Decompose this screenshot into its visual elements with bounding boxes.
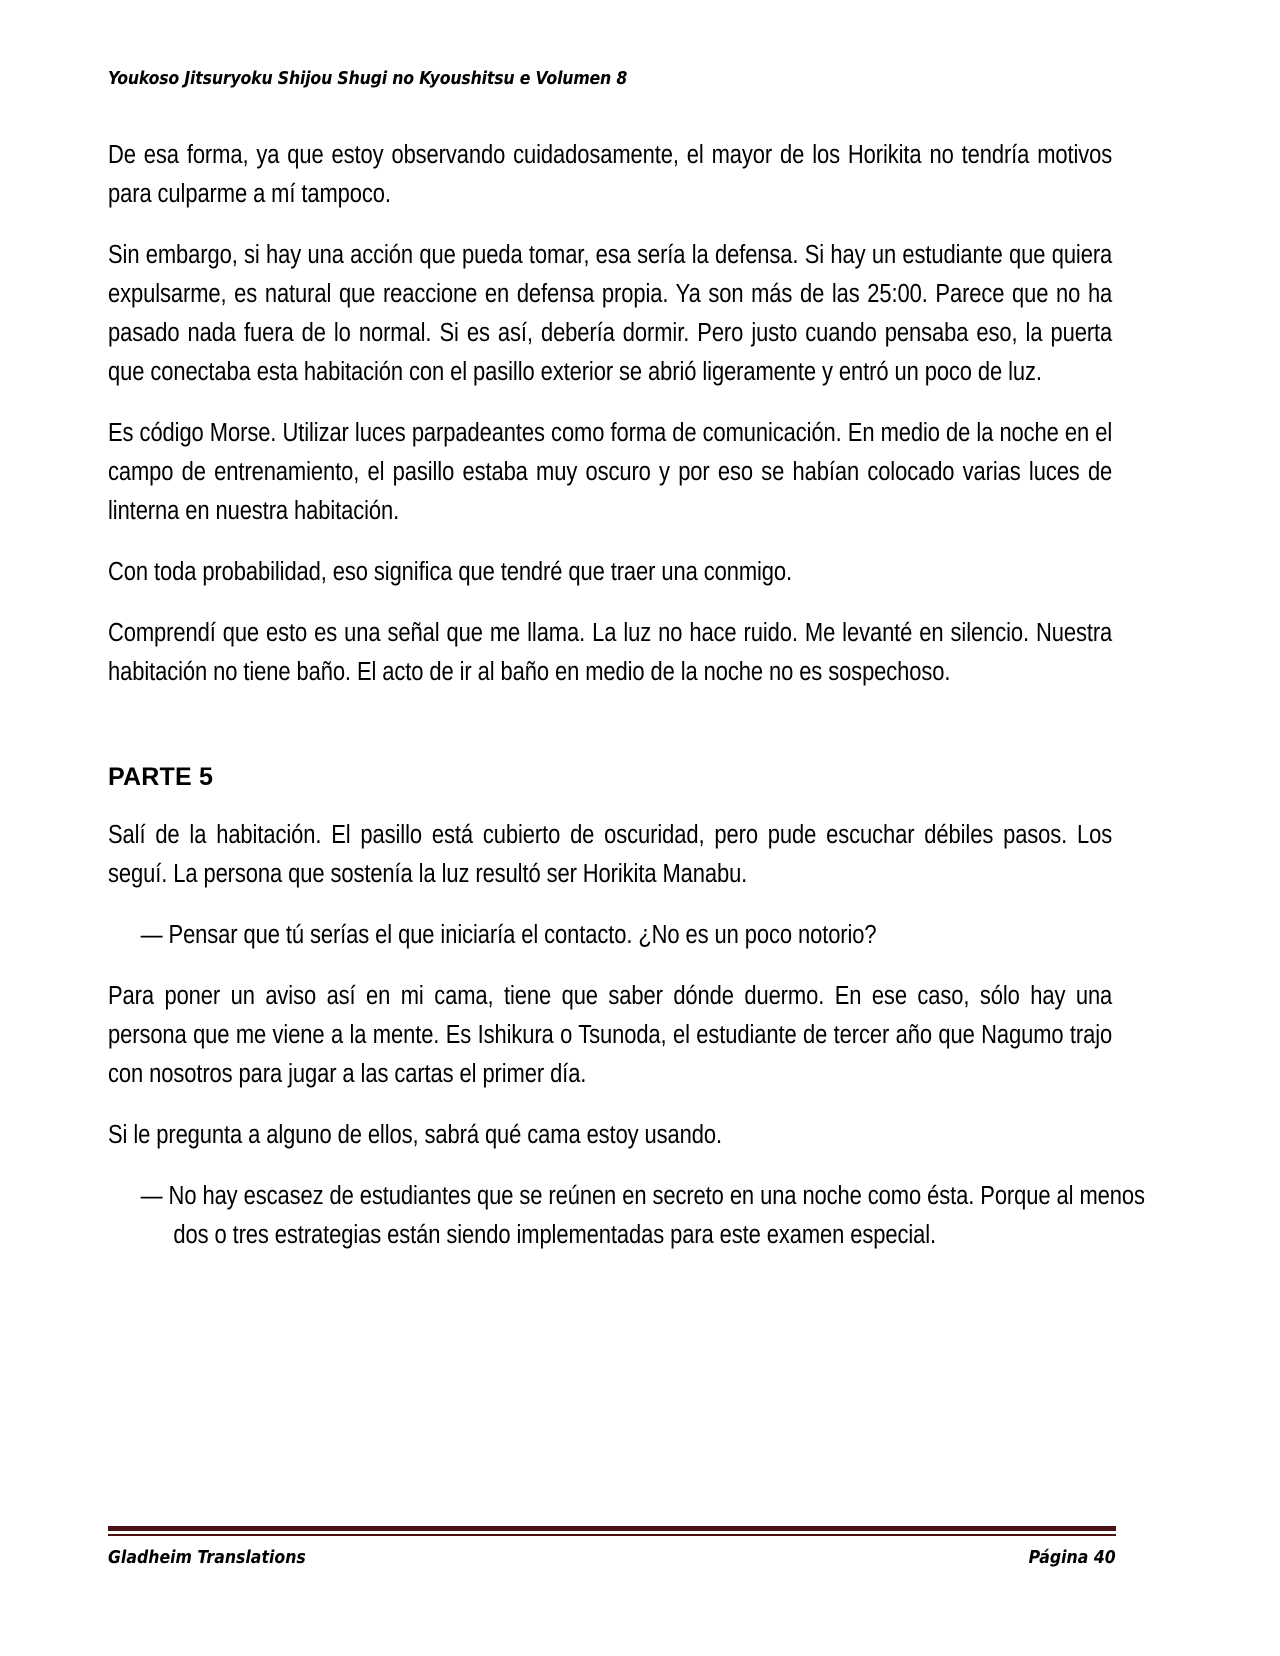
footer-divider	[108, 1526, 1116, 1537]
section-spacer	[108, 714, 1112, 760]
body-paragraph: Salí de la habitación. El pasillo está cubierto de oscuridad, pero pude escuchar débiles pasos. Los seguí. La persona que sostenía la luz resultó ser Horikita Manabu.	[108, 821, 1113, 888]
body-paragraph: Comprendí que esto es una señal que me llama. La luz no hace ruido. Me levanté en silencio. Nuestra habitación no tiene baño. El acto de ir al baño en medio de la noche no es sospechoso.	[108, 619, 1113, 686]
page-content	[108, 136, 1145, 1255]
dialogue-line	[108, 916, 1145, 955]
body-paragraph: Para poner un aviso así en mi cama, tiene que saber dónde duermo. En ese caso, sólo hay una persona que me viene a la mente. Es Ishikura o Tsunoda, el estudiante de tercer año que Nagumo trajo con nosotros para jugar a las cartas el primer día.	[108, 982, 1113, 1088]
section-heading: PARTE 5	[108, 763, 214, 791]
footer-page-number: Página 40	[1028, 1548, 1116, 1568]
running-header	[108, 68, 1116, 96]
body-paragraph: Es código Morse. Utilizar luces parpadeantes como forma de comunicación. En medio de la noche en el campo de entrenamiento, el pasillo estaba muy oscuro y por eso se habían colocado varias luces de linterna en nuestra habitación.	[108, 419, 1113, 525]
body-paragraph: Si le pregunta a alguno de ellos, sabrá qué cama estoy usando.	[108, 1121, 722, 1149]
footer-translator-credit: Gladheim Translations	[108, 1548, 306, 1568]
dialogue-text: — No hay escasez de estudiantes que se reúnen en secreto en una noche como ésta. Porque al menos dos o tres estrategias están siendo implementadas para este examen especial.	[140, 1182, 1145, 1249]
body-paragraph: Sin embargo, si hay una acción que pueda tomar, esa sería la defensa. Si hay un estudiante que quiera expulsarme, es natural que reaccione en defensa propia. Ya son más de las 25:00. Parece que no ha pasado nada fuera de lo normal. Si es así, debería dormir. Pero justo cuando pensaba eso, la puerta que conectaba esta habitación con el pasillo exterior se abrió ligeramente y entró un poco de luz.	[108, 241, 1113, 386]
footer-rule-thin	[108, 1534, 1116, 1536]
running-header-title: Youkoso Jitsuryoku Shijou Shugi no Kyoushitsu e Volumen 8	[108, 69, 628, 89]
dialogue-line	[108, 1177, 1145, 1255]
footer-row	[108, 1548, 1116, 1568]
body-paragraph: Con toda probabilidad, eso significa que tendré que traer una conmigo.	[108, 558, 793, 586]
footer-rule-thick	[108, 1526, 1116, 1531]
page-footer	[108, 1526, 1116, 1568]
dialogue-text: — Pensar que tú serías el que iniciaría el contacto. ¿No es un poco notorio?	[140, 921, 877, 949]
body-paragraph: De esa forma, ya que estoy observando cuidadosamente, el mayor de los Horikita no tendría motivos para culparme a mí tampoco.	[108, 141, 1113, 208]
